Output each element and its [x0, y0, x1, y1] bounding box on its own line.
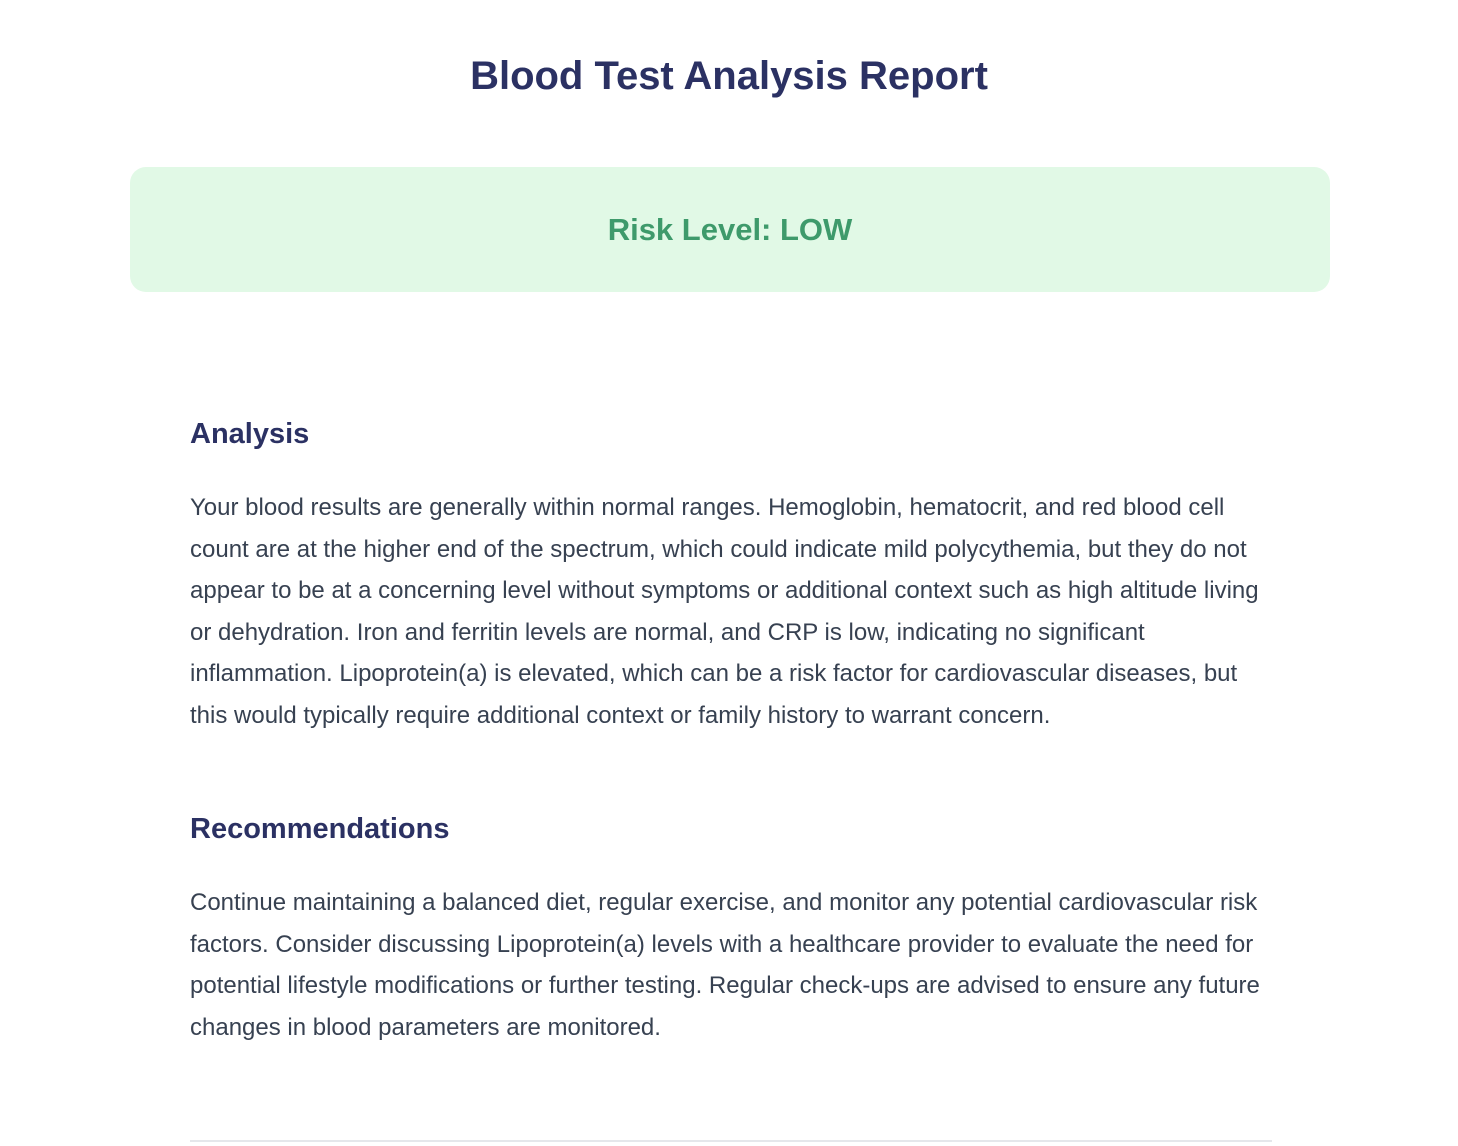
- report-content: [190, 414, 1272, 1048]
- recommendations-section: [190, 809, 1272, 1048]
- risk-level-label: Risk Level: LOW: [607, 211, 853, 247]
- analysis-section: [190, 414, 1272, 736]
- recommendations-heading: Recommendations: [190, 813, 450, 845]
- recommendations-text: Continue maintaining a balanced diet, regular exercise, and monitor any potential cardiovascular risk factors. Consider discussing Lipoprotein(a) levels with a healthcare provider to evaluate the need for potential lifestyle modifications or further testing. Regular check-ups are advised to ensure any future changes in blood parameters are monitored.: [190, 889, 1260, 1041]
- risk-level-banner: [130, 167, 1330, 292]
- footer-divider: [190, 1140, 1272, 1142]
- analysis-heading: Analysis: [190, 418, 310, 450]
- page-title: Blood Test Analysis Report: [470, 54, 988, 98]
- analysis-text: Your blood results are generally within normal ranges. Hemoglobin, hematocrit, and red blood cell count are at the higher end of the spectrum, which could indicate mild polycythemia, but they do not appear to be at a concerning level without symptoms or additional context such as high altitude living or dehydration. Iron and ferritin levels are normal, and CRP is low, indicating no significant inflammation. Lipoprotein(a) is elevated, which can be a risk factor for cardiovascular diseases, but this would typically require additional context or family history to warrant concern.: [190, 494, 1259, 729]
